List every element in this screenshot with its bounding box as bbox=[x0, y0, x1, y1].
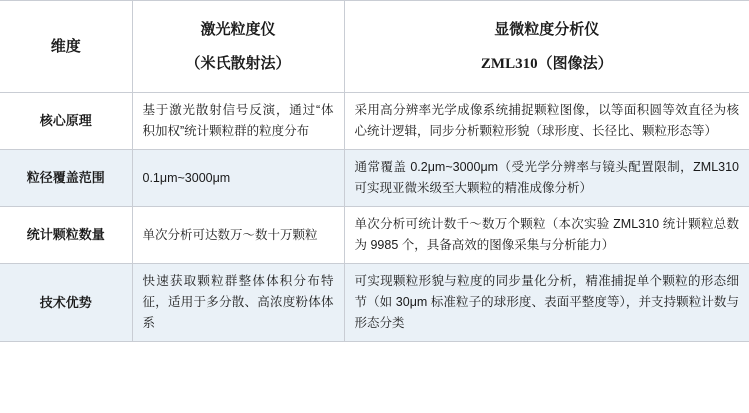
row-laser-cell: 0.1μm~3000μm bbox=[132, 150, 344, 207]
row-micro-cell: 通常覆盖 0.2μm~3000μm（受光学分辨率与镜头配置限制，ZML310 可实现亚微米级至大颗粒的精准成像分析） bbox=[344, 150, 749, 207]
row-laser-cell: 基于激光散射信号反演，通过“体积加权”统计颗粒群的粒度分布 bbox=[132, 93, 344, 150]
header-laser-line1: 激光粒度仪 bbox=[200, 20, 276, 38]
row-laser-cell: 快速获取颗粒群整体体积分布特征，适用于多分散、高浓度粉体体系 bbox=[132, 264, 344, 342]
table-row bbox=[0, 207, 749, 264]
table-row bbox=[0, 264, 749, 342]
header-micro bbox=[344, 1, 749, 93]
row-laser-cell: 单次分析可达数万～数十万颗粒 bbox=[132, 207, 344, 264]
header-micro-line1: 显微粒度分析仪 bbox=[494, 20, 600, 38]
header-dimension: 维度 bbox=[0, 1, 132, 93]
row-label: 核心原理 bbox=[0, 93, 132, 150]
header-laser-line2: （米氏散射法） bbox=[185, 54, 291, 72]
row-label: 粒径覆盖范围 bbox=[0, 150, 132, 207]
row-micro-cell: 采用高分辨率光学成像系统捕捉颗粒图像，以等面积圆等效直径为核心统计逻辑，同步分析颗粒形貌（球形度、长径比、颗粒形态等） bbox=[344, 93, 749, 150]
table-row bbox=[0, 93, 749, 150]
row-label: 统计颗粒数量 bbox=[0, 207, 132, 264]
header-micro-line2: ZML310（图像法） bbox=[480, 55, 613, 72]
header-laser bbox=[132, 1, 344, 93]
row-micro-cell: 可实现颗粒形貌与粒度的同步量化分析，精准捕捉单个颗粒的形态细节（如 30μm 标准粒子的球形度、表面平整度等），并支持颗粒计数与形态分类 bbox=[344, 264, 749, 342]
row-micro-cell: 单次分析可统计数千～数万个颗粒（本次实验 ZML310 统计颗粒总数为 9985 个，具备高效的图像采集与分析能力） bbox=[344, 207, 749, 264]
row-label: 技术优势 bbox=[0, 264, 132, 342]
table-header-row bbox=[0, 1, 749, 93]
table-row bbox=[0, 150, 749, 207]
